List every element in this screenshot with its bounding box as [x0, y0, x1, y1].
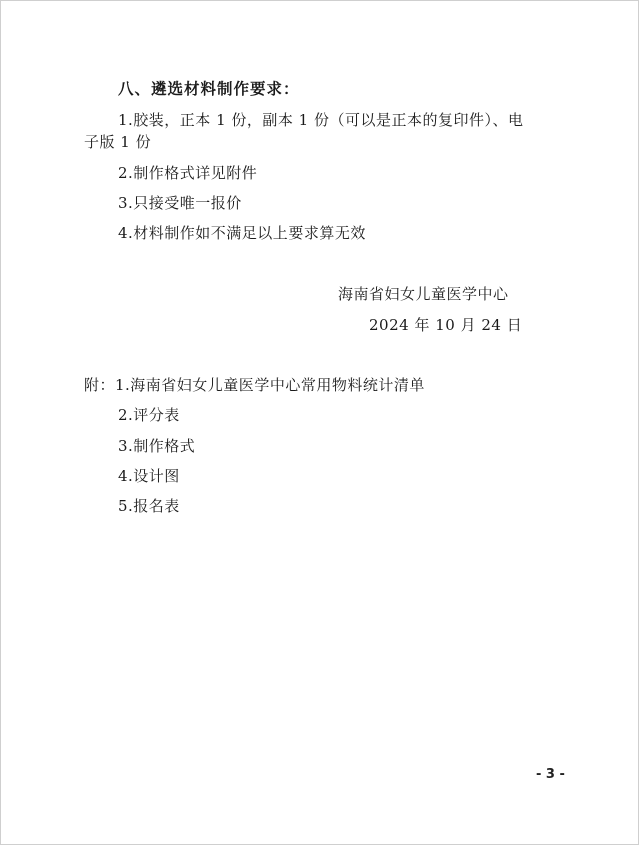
requirement-item-3: 3.只接受唯一报价 — [118, 194, 242, 212]
requirement-item-4: 4.材料制作如不满足以上要求算无效 — [118, 224, 366, 242]
requirement-item-1: 1.胶装，正本 1 份，副本 1 份（可以是正本的复印件）、电 — [118, 111, 524, 129]
requirement-item-1-continued: 子版 1 份 — [84, 133, 152, 151]
attachment-item-3: 3.制作格式 — [118, 437, 196, 455]
page-number: - 3 - — [536, 767, 565, 782]
attachment-item-4: 4.设计图 — [118, 467, 180, 485]
section-heading: 八、遴选材料制作要求： — [118, 79, 300, 98]
attachment-item-1: 附：1.海南省妇女儿童医学中心常用物料统计清单 — [84, 376, 425, 394]
attachment-item-2: 2.评分表 — [118, 406, 180, 424]
requirement-item-2: 2.制作格式详见附件 — [118, 164, 258, 182]
attachment-item-5: 5.报名表 — [118, 497, 180, 515]
signature-organization: 海南省妇女儿童医学中心 — [338, 285, 509, 303]
signature-date: 2024 年 10 月 24 日 — [369, 316, 523, 334]
